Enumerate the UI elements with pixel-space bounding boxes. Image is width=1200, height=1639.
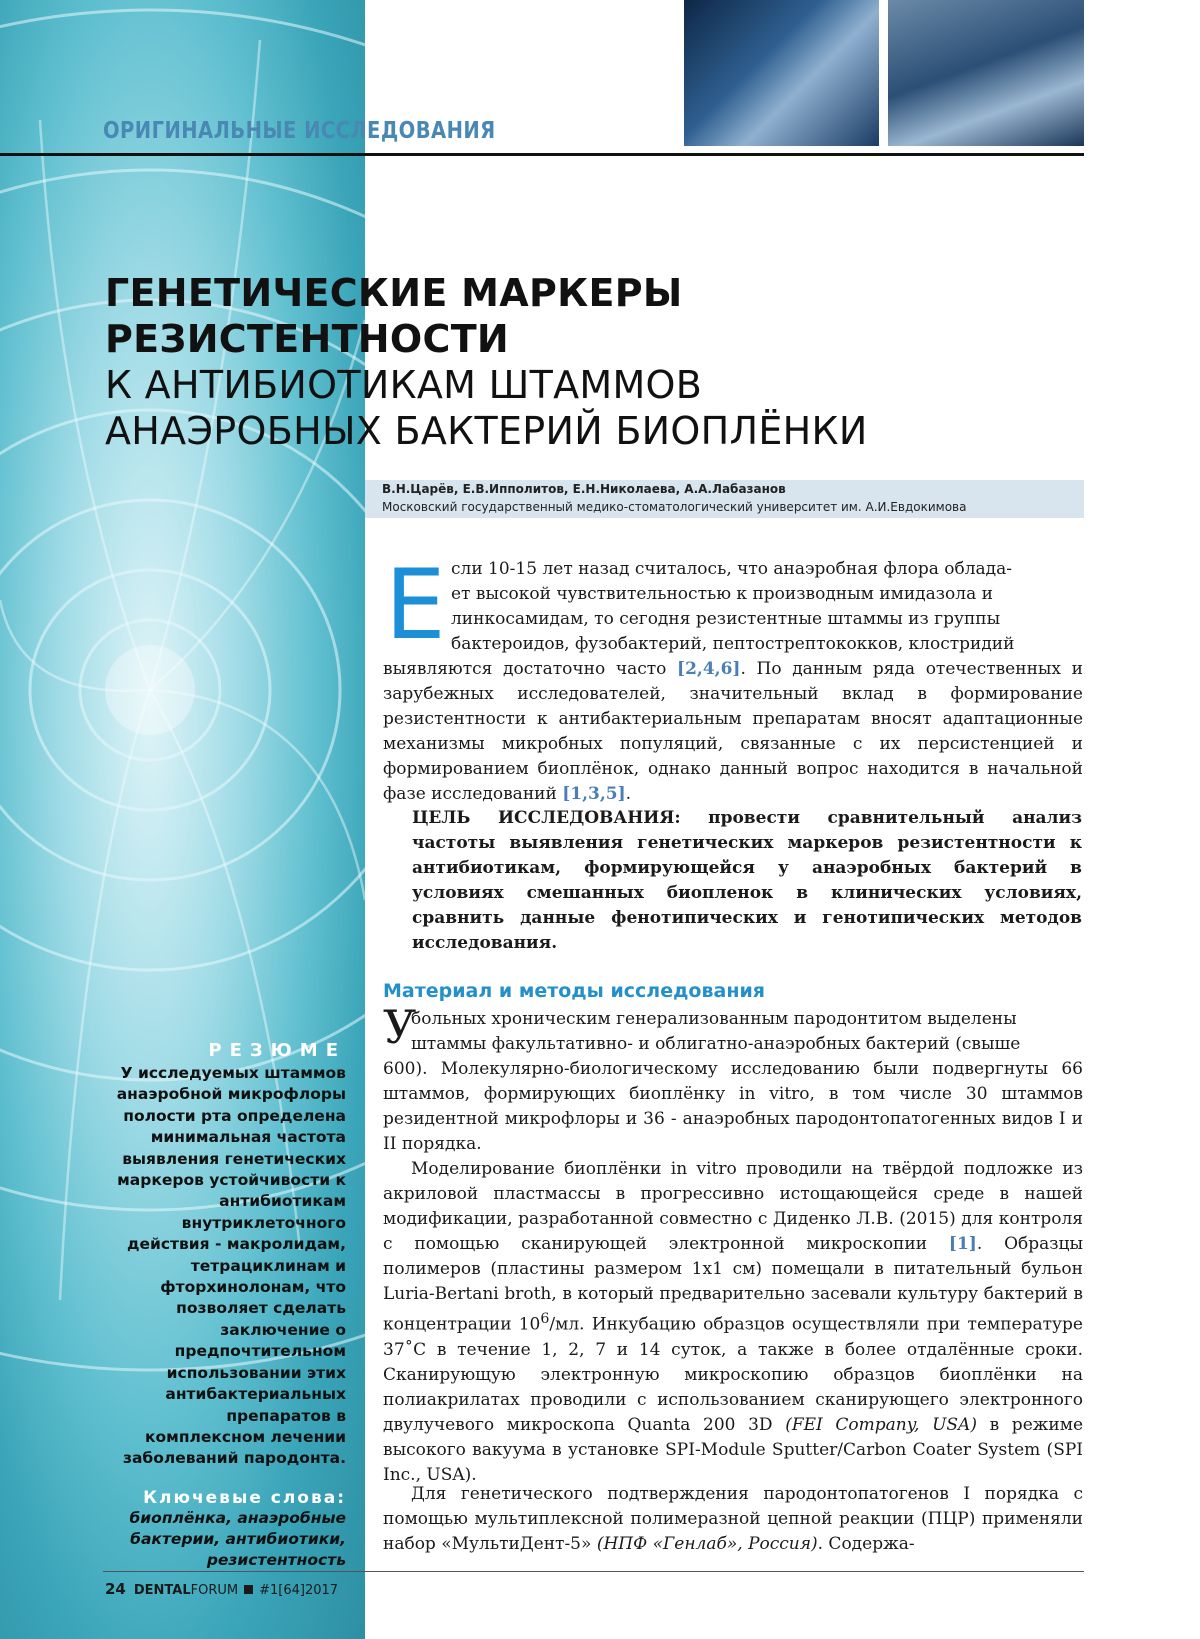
intro-text: выявляются достаточно часто — [383, 659, 678, 679]
methods-paragraph — [383, 1157, 1083, 1488]
methods-text: . Содержа- — [817, 1534, 915, 1554]
keywords: биоплёнка, анаэробные бактерии, антибиотики, резистентность — [129, 1508, 346, 1569]
intro-line: сли 10-15 лет назад считалось, что анаэробная флора облада- — [451, 559, 1012, 579]
section-divider — [0, 153, 1084, 156]
photo-toothbrush-face — [888, 0, 1084, 146]
resume-text: У исследуемых штаммов анаэробной микрофлоры полости рта определена минимальная частота выявления генетических маркеров устойчивости к антибиотикам внутриклеточного действия - макролидам, тетрациклинам и фторхинолонам, что позволяет сделать заключение о предпочтительном использовании этих антибактериальных препаратов в комплексном лечении заболеваний пародонта. — [116, 1064, 346, 1468]
methods-italic: (НПФ «Генлаб», Россия) — [596, 1534, 818, 1554]
journal-name: FORUM — [190, 1583, 239, 1598]
methods-paragraph — [383, 1482, 1083, 1557]
citation-link[interactable]: [2,4,6] — [677, 659, 741, 679]
methods-text: . Образцы полимеров (пластины размером 1х1 см) помещали в питательный бульон Luria-Bertani broth, в который предварительно засевали культуру бактерий в концентрации 10 — [383, 1234, 1084, 1335]
footer-divider — [103, 1571, 1084, 1572]
intro-line: линкосамидам, то сегодня резистентные штаммы из группы — [451, 609, 1001, 629]
title-line-1: ГЕНЕТИЧЕСКИЕ МАРКЕРЫ — [105, 271, 683, 315]
title-line-4: АНАЭРОБНЫХ БАКТЕРИЙ БИОПЛЁНКИ — [105, 409, 868, 453]
intro-text: . — [625, 784, 632, 804]
keywords-heading: Ключевые слова: — [143, 1487, 346, 1508]
citation-link[interactable]: [1,3,5] — [562, 784, 626, 804]
methods-text: Для генетического подтверждения пародонтопатогенов I порядка с помощью мультиплексной полимеразной цепной реакции (ПЦР) применяли набор «МультиДент-5» — [383, 1484, 1083, 1554]
resume-sidebar — [110, 1040, 346, 1571]
citation-link[interactable]: [1] — [948, 1234, 977, 1254]
methods-italic: (FEI Company, USA) — [785, 1414, 977, 1435]
intro-line: ет высокой чувствительностью к производным имидазола и — [451, 584, 993, 604]
methods-text: 600). Молекулярно-биологическому исследованию были подвергнуты 66 штаммов, формирующих биоплёнку in vitro, в том числе 30 штаммов резидентной микрофлоры и 36 - анаэробных пародонтопатогенных видов I и II порядка. — [383, 1059, 1083, 1154]
resume-heading: РЕЗЮМЕ — [208, 1040, 346, 1061]
methods-text: /мл. Инкубацию образцов осуществляли при температуре 37˚С в течение 1, 2, 7 и 14 суток, а также в более отдалённые сроки. Сканирующую электронную микроскопию образцов биоплёнки на полиакрилатах проводили с использованием сканирующего электронного двулучевого микроскопа Quanta 200 3D — [383, 1314, 1083, 1435]
research-goal: ЦЕЛЬ ИССЛЕДОВАНИЯ: провести сравнительный анализ частоты выявления генетических маркеров резистентности к антибиотикам, формирующейся у анаэробных бактерий в условиях смешанных биопленок в клинических условиях, сравнить данные фенотипических и генотипических методов исследования. — [412, 808, 1082, 953]
square-bullet-icon — [244, 1585, 253, 1594]
page-number: 24 — [105, 1580, 126, 1598]
methods-text: в режиме высокого вакуума в установке SPI-Module Sputter/Carbon Coater System (SPI Inc., USA). — [383, 1414, 1084, 1485]
intro-line: бактероидов, фузобактерий, пептострептококков, клостридий — [451, 634, 1015, 654]
drop-cap: Е — [385, 549, 446, 661]
photo-dental-instruments — [684, 0, 879, 146]
section-label: ОРИГИНАЛЬНЫЕ ИССЛЕДОВАНИЯ — [103, 118, 496, 144]
intro-paragraph — [383, 549, 1083, 807]
title-line-3: К АНТИБИОТИКАМ ШТАММОВ — [105, 363, 703, 407]
authors: В.Н.Царёв, Е.В.Ипполитов, Е.Н.Николаева, А.А.Лабазанов — [382, 482, 786, 496]
methods-text: Моделирование биоплёнки in vitro проводили на твёрдой подложке из акриловой пластмассы в прогрессивно истощающейся среде в нашей модификации, разработанной совместно с Диденко Л.В. (2015) для контроля с помощью сканирующей электронной микроскопии — [383, 1159, 1083, 1254]
article-title — [105, 270, 868, 454]
methods-line: больных хроническим генерализованным пародонтитом выделены — [411, 1009, 1017, 1029]
methods-heading: Материал и методы исследования — [383, 980, 765, 1002]
methods-paragraph — [383, 1007, 1083, 1157]
methods-line: штаммы факультативно- и облигатно-анаэробных бактерий (свыше — [411, 1034, 1021, 1054]
drop-cap: У — [383, 1000, 417, 1054]
page-footer — [105, 1580, 338, 1598]
issue-number: #1[64]2017 — [259, 1583, 339, 1598]
affiliation: Московский государственный медико-стоматологический университет им. А.И.Евдокимова — [382, 500, 967, 514]
intro-text: . По данным ряда отечественных и зарубежных исследователей, значительный вклад в формирование резистентности к антибактериальным препаратам вносят адаптационные механизмы микробных популяций, связанные с их персистенцией и формированием биоплёнок, однако данный вопрос находится в начальной фазе исследований — [383, 659, 1083, 804]
superscript: 6 — [540, 1311, 550, 1327]
journal-name-bold: DENTAL — [133, 1583, 191, 1598]
title-line-2: РЕЗИСТЕНТНОСТИ — [105, 317, 510, 361]
